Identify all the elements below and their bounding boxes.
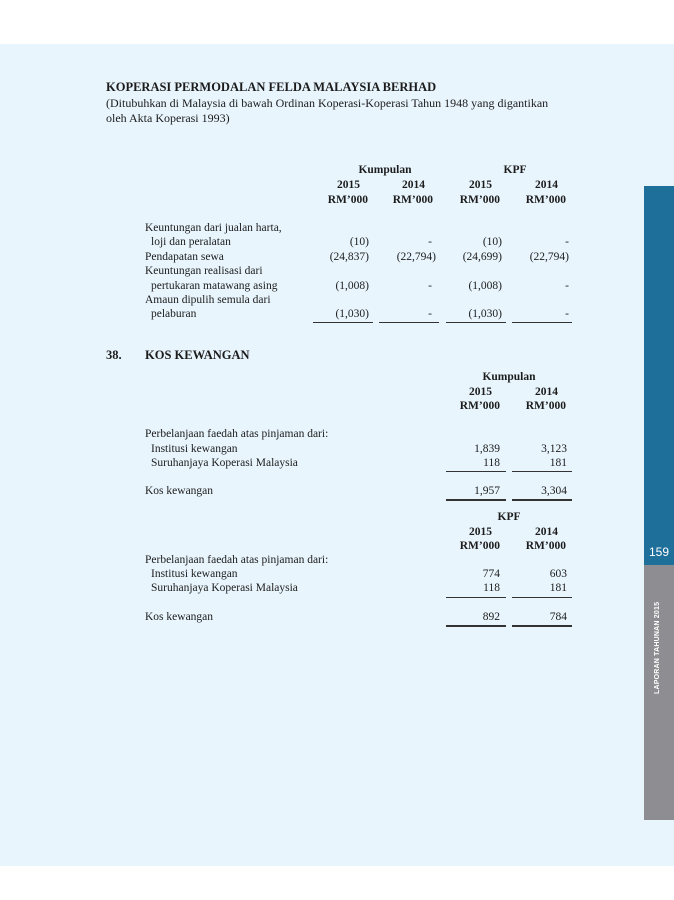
cell-value: 3,123 bbox=[541, 443, 567, 455]
unit-header: RM’000 bbox=[327, 194, 368, 206]
row-label: Amaun dipulih semula dari bbox=[145, 294, 271, 306]
total-label: Kos kewangan bbox=[145, 485, 214, 497]
unit-header: RM’000 bbox=[525, 540, 566, 552]
underline bbox=[512, 471, 572, 472]
cell-value: - bbox=[428, 280, 432, 292]
unit-header: RM’000 bbox=[459, 194, 500, 206]
company-title: KOPERASI PERMODALAN FELDA MALAYSIA BERHAD bbox=[106, 80, 437, 94]
underline bbox=[512, 322, 572, 323]
year-header: 2014 bbox=[402, 179, 425, 191]
row-label: Pendapatan sewa bbox=[145, 251, 224, 263]
cell-value: 181 bbox=[549, 457, 567, 469]
row-label: Keuntungan dari jualan harta, bbox=[145, 222, 282, 234]
unit-header: RM’000 bbox=[525, 194, 566, 206]
report-label: LAPORAN TAHUNAN 2015 bbox=[654, 601, 661, 694]
cell-value: 774 bbox=[482, 568, 500, 580]
unit-header: RM’000 bbox=[459, 540, 500, 552]
group-header-kumpulan: Kumpulan bbox=[482, 371, 536, 383]
cell-value: 181 bbox=[549, 582, 567, 594]
cell-value: (1,008) bbox=[335, 280, 369, 292]
company-subtitle-line2: oleh Akta Koperasi 1993) bbox=[106, 111, 230, 125]
double-underline bbox=[446, 625, 506, 627]
year-header: 2014 bbox=[535, 526, 558, 538]
row-label: Keuntungan realisasi dari bbox=[145, 265, 263, 277]
section-heading: KOS KEWANGAN bbox=[145, 348, 250, 362]
page-number: 159 bbox=[644, 539, 674, 565]
double-underline bbox=[512, 625, 572, 627]
underline bbox=[446, 322, 506, 323]
year-header: 2015 bbox=[469, 179, 492, 191]
row-label: pelaburan bbox=[151, 308, 197, 320]
cell-value: (22,794) bbox=[529, 251, 569, 263]
double-underline bbox=[446, 499, 506, 501]
cell-value: - bbox=[565, 280, 569, 292]
row-label: Suruhanjaya Koperasi Malaysia bbox=[151, 457, 298, 469]
unit-header: RM’000 bbox=[525, 400, 566, 412]
cell-value: 118 bbox=[483, 457, 500, 469]
intro-text: Perbelanjaan faedah atas pinjaman dari: bbox=[145, 554, 329, 566]
intro-text: Perbelanjaan faedah atas pinjaman dari: bbox=[145, 428, 329, 440]
cell-value: - bbox=[428, 236, 432, 248]
cell-value: (24,699) bbox=[462, 251, 502, 263]
cell-value: (22,794) bbox=[396, 251, 436, 263]
row-label: loji dan peralatan bbox=[151, 236, 231, 248]
year-header: 2015 bbox=[469, 526, 492, 538]
underline bbox=[446, 471, 506, 472]
year-header: 2014 bbox=[535, 179, 558, 191]
cell-value: 603 bbox=[549, 568, 567, 580]
total-value: 892 bbox=[482, 611, 500, 623]
total-label: Kos kewangan bbox=[145, 611, 214, 623]
cell-value: - bbox=[565, 236, 569, 248]
underline bbox=[446, 597, 506, 598]
cell-value: - bbox=[565, 308, 569, 320]
group-header-kpf: KPF bbox=[497, 511, 521, 523]
unit-header: RM’000 bbox=[392, 194, 433, 206]
year-header: 2015 bbox=[469, 386, 492, 398]
year-header: 2015 bbox=[337, 179, 360, 191]
total-value: 3,304 bbox=[541, 485, 567, 497]
unit-header: RM’000 bbox=[459, 400, 500, 412]
side-tab-accent bbox=[644, 186, 674, 539]
underline bbox=[512, 597, 572, 598]
total-value: 1,957 bbox=[474, 485, 500, 497]
double-underline bbox=[512, 499, 572, 501]
group-header-kumpulan: Kumpulan bbox=[358, 164, 412, 176]
underline bbox=[379, 322, 439, 323]
underline bbox=[313, 322, 373, 323]
cell-value: (1,030) bbox=[468, 308, 502, 320]
cell-value: - bbox=[428, 308, 432, 320]
cell-value: (1,030) bbox=[335, 308, 369, 320]
row-label: Institusi kewangan bbox=[151, 568, 238, 580]
group-header-kpf: KPF bbox=[503, 164, 527, 176]
cell-value: (10) bbox=[349, 236, 369, 248]
cell-value: (24,837) bbox=[329, 251, 369, 263]
row-label: pertukaran matawang asing bbox=[151, 280, 278, 292]
total-value: 784 bbox=[549, 611, 567, 623]
cell-value: (10) bbox=[482, 236, 502, 248]
company-subtitle-line1: (Ditubuhkan di Malaysia di bawah Ordinan Koperasi-Koperasi Tahun 1948 yang digantikan bbox=[106, 96, 549, 110]
year-header: 2014 bbox=[535, 386, 558, 398]
cell-value: (1,008) bbox=[468, 280, 502, 292]
row-label: Suruhanjaya Koperasi Malaysia bbox=[151, 582, 298, 594]
row-label: Institusi kewangan bbox=[151, 443, 238, 455]
cell-value: 118 bbox=[483, 582, 500, 594]
section-number: 38. bbox=[106, 348, 122, 362]
cell-value: 1,839 bbox=[474, 443, 500, 455]
